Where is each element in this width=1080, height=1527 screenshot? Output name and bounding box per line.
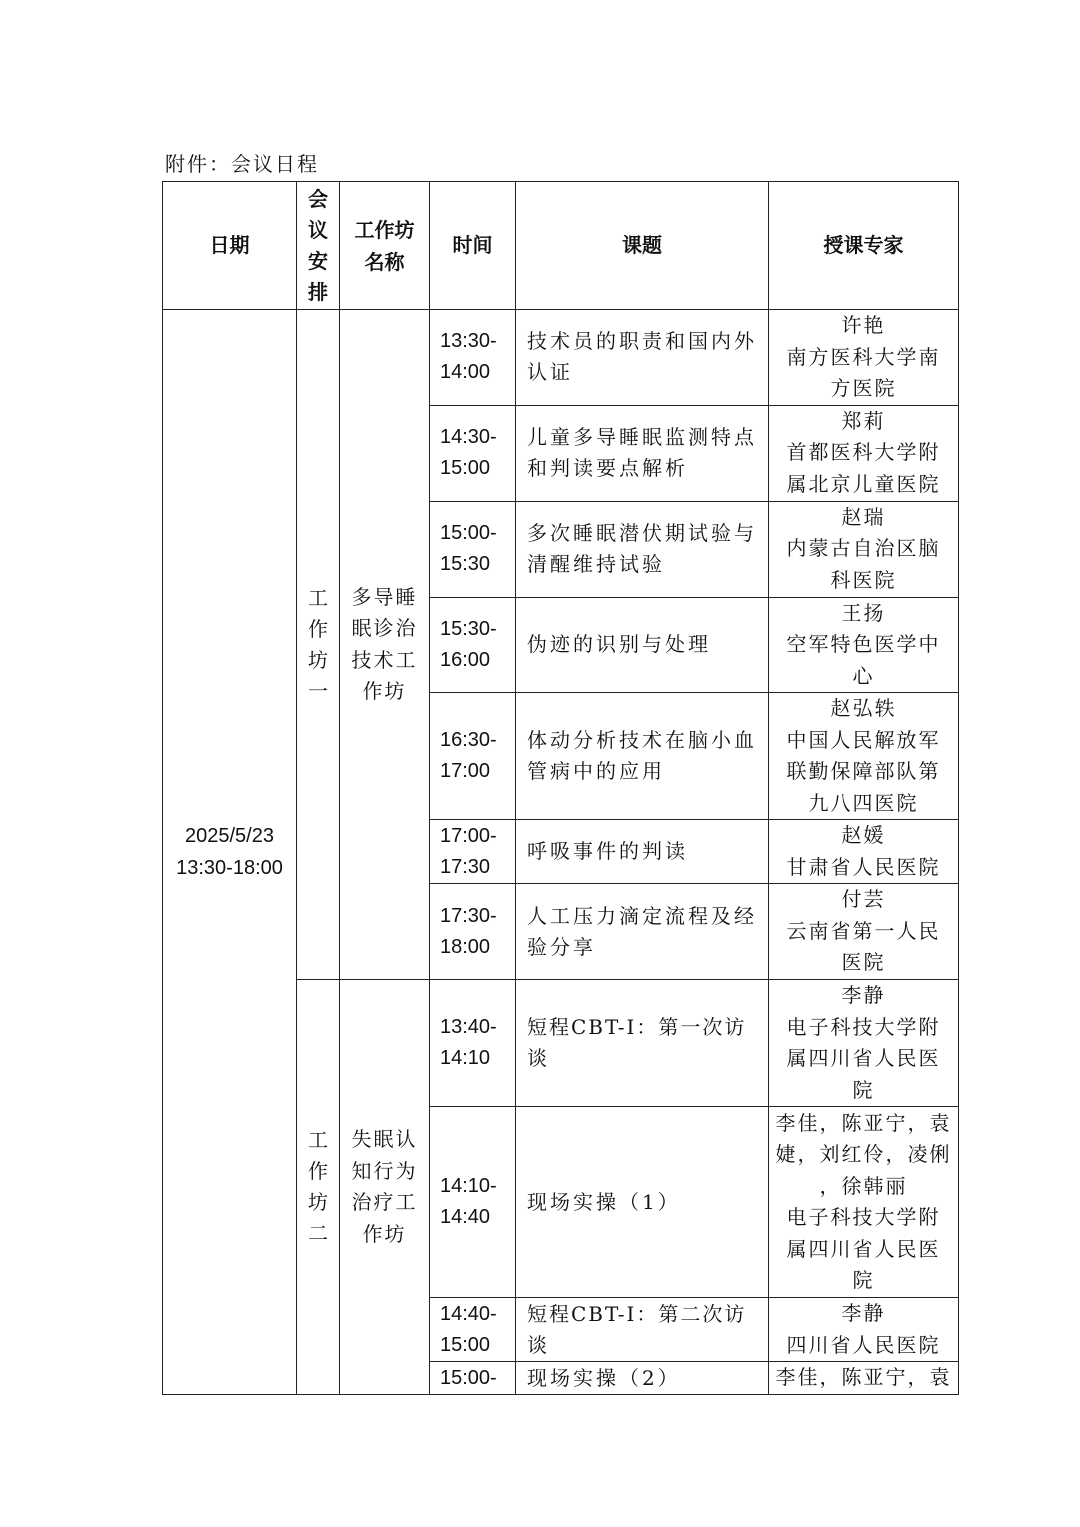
workshop-1-label: 工 作 坊 一 [297,310,340,980]
session-expert: 赵媛 甘肃省人民医院 [769,820,959,884]
session-expert: 王扬 空军特色医学中 心 [769,597,959,693]
session-time: 13:40- 14:10 [430,980,516,1107]
workshop-2-label: 工 作 坊 二 [297,980,340,1395]
session-topic: 多次睡眠潜伏期试验与清醒维持试验 [516,501,769,597]
session-topic: 技术员的职责和国内外认证 [516,310,769,406]
schedule-table [162,181,959,1395]
session-time: 15:00- [430,1362,516,1395]
session-expert: 李佳，陈亚宁，袁 [769,1362,959,1395]
session-topic: 短程CBT-I：第二次访谈 [516,1298,769,1362]
page-caption: 附件：会议日程 [165,152,319,176]
date-cell: 2025/5/23 13:30-18:00 [163,310,297,1395]
header-topic: 课题 [516,182,769,310]
workshop-1-name: 多导睡 眠诊治 技术工 作坊 [340,310,430,980]
session-time: 14:10- 14:40 [430,1107,516,1298]
header-workshop-name: 工作坊 名称 [340,182,430,310]
table-row [163,310,959,406]
session-time: 14:40- 15:00 [430,1298,516,1362]
header-expert: 授课专家 [769,182,959,310]
session-topic: 短程CBT-I：第一次访谈 [516,980,769,1107]
session-time: 17:00- 17:30 [430,820,516,884]
session-topic: 现场实操（1） [516,1107,769,1298]
session-expert: 赵瑞 内蒙古自治区脑 科医院 [769,501,959,597]
session-time: 16:30- 17:00 [430,693,516,820]
session-time: 15:30- 16:00 [430,597,516,693]
session-topic: 呼吸事件的判读 [516,820,769,884]
session-topic: 人工压力滴定流程及经验分享 [516,884,769,980]
session-topic: 现场实操（2） [516,1362,769,1395]
workshop-2-name: 失眠认 知行为 治疗工 作坊 [340,980,430,1395]
session-expert: 付芸 云南省第一人民 医院 [769,884,959,980]
session-time: 15:00- 15:30 [430,501,516,597]
session-expert: 李静 电子科技大学附 属四川省人民医 院 [769,980,959,1107]
header-row [163,182,959,310]
session-expert: 李佳，陈亚宁，袁 婕，刘红伶，凌俐 ，徐韩丽 电子科技大学附 属四川省人民医 院 [769,1107,959,1298]
session-expert: 许艳 南方医科大学南 方医院 [769,310,959,406]
session-topic: 体动分析技术在脑小血管病中的应用 [516,693,769,820]
session-time: 13:30- 14:00 [430,310,516,406]
session-topic: 儿童多导睡眠监测特点和判读要点解析 [516,405,769,501]
session-expert: 赵弘轶 中国人民解放军 联勤保障部队第 九八四医院 [769,693,959,820]
session-time: 14:30- 15:00 [430,405,516,501]
session-time: 17:30- 18:00 [430,884,516,980]
session-topic: 伪迹的识别与处理 [516,597,769,693]
header-date: 日期 [163,182,297,310]
header-time: 时间 [430,182,516,310]
session-expert: 李静 四川省人民医院 [769,1298,959,1362]
header-arrangement: 会 议 安 排 [297,182,340,310]
session-expert: 郑莉 首都医科大学附 属北京儿童医院 [769,405,959,501]
